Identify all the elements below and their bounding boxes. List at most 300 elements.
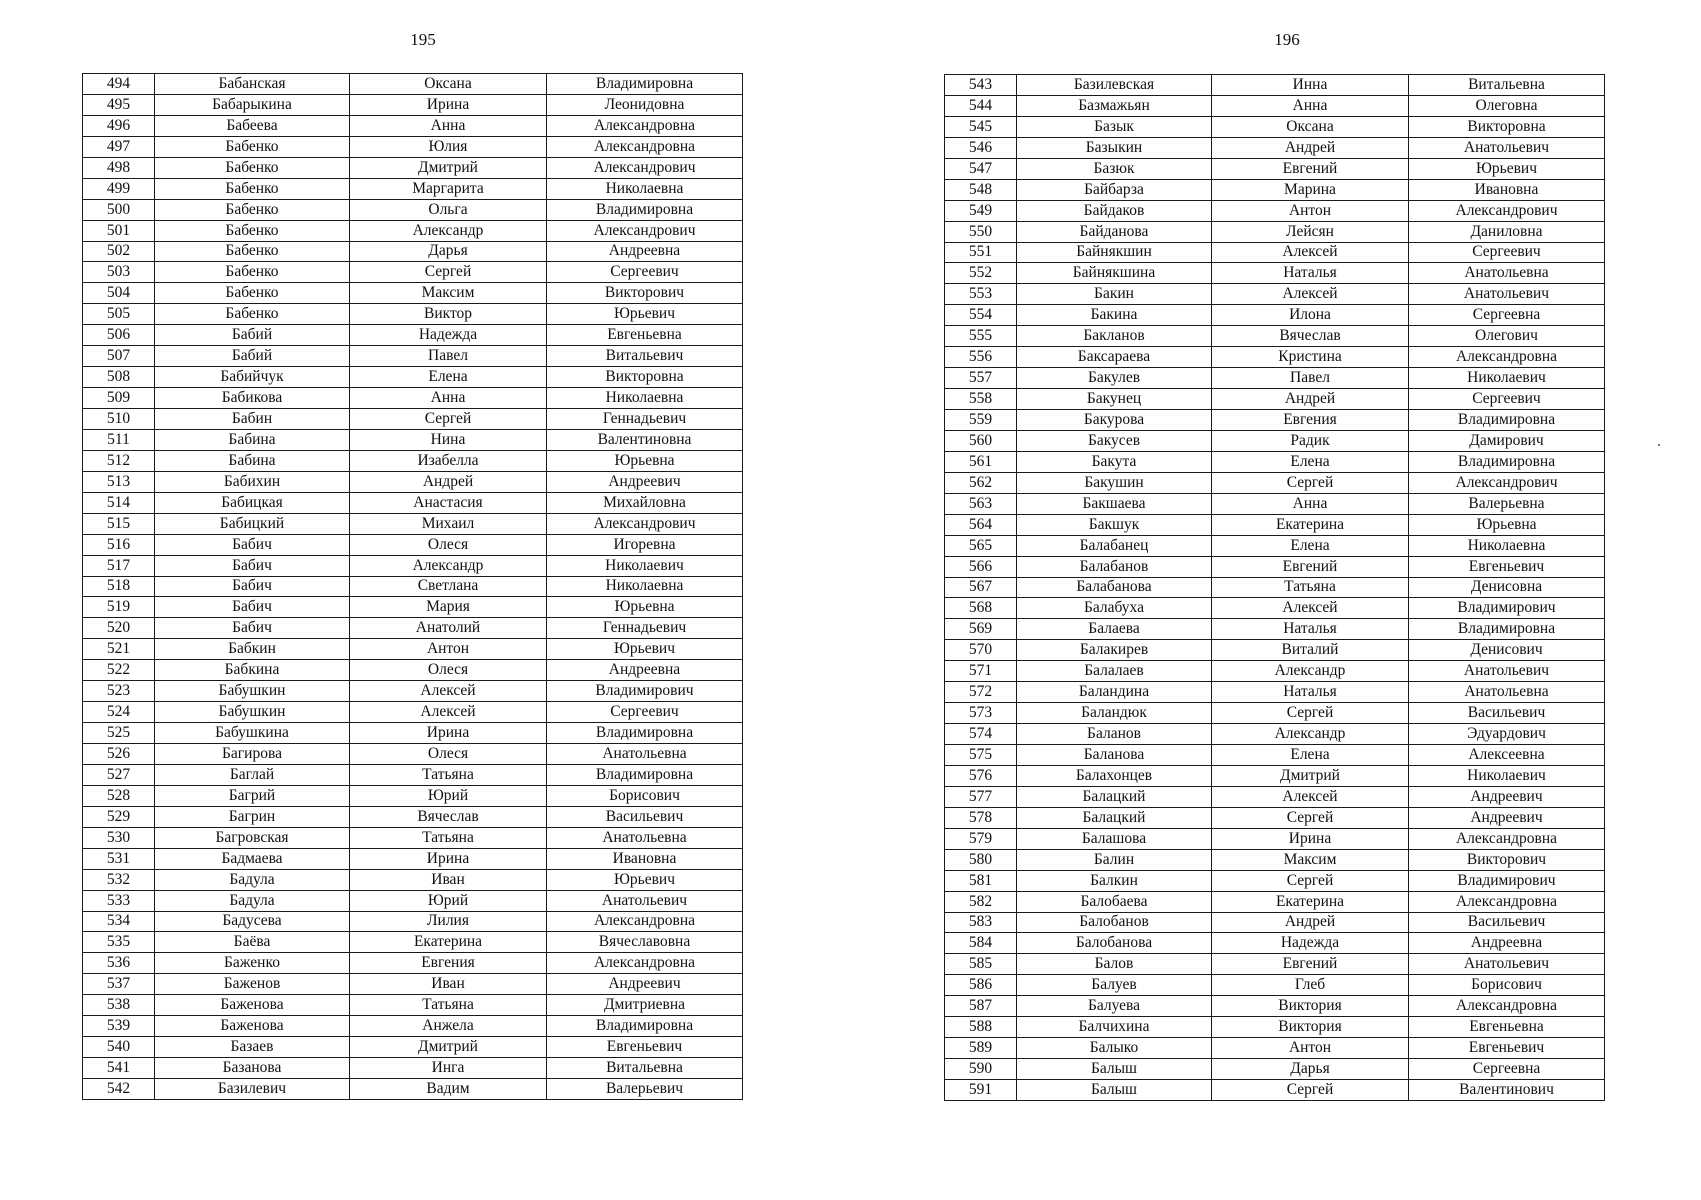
cell-patronymic: Витальевна bbox=[547, 1058, 743, 1079]
table-row bbox=[83, 304, 743, 325]
cell-surname: Баксараева bbox=[1017, 347, 1212, 368]
table-row bbox=[945, 703, 1605, 724]
cell-patronymic: Валерьевич bbox=[547, 1079, 743, 1100]
cell-given-name: Павел bbox=[350, 346, 547, 367]
cell-row-number: 531 bbox=[83, 848, 155, 869]
cell-row-number: 536 bbox=[83, 953, 155, 974]
cell-given-name: Евгения bbox=[350, 953, 547, 974]
table-row bbox=[945, 158, 1605, 179]
cell-surname: Бакшук bbox=[1017, 514, 1212, 535]
cell-row-number: 568 bbox=[945, 598, 1017, 619]
cell-row-number: 522 bbox=[83, 660, 155, 681]
cell-given-name: Виктор bbox=[350, 304, 547, 325]
table-row bbox=[83, 660, 743, 681]
cell-given-name: Вадим bbox=[350, 1079, 547, 1100]
cell-surname: Бадула bbox=[155, 890, 350, 911]
cell-row-number: 517 bbox=[83, 555, 155, 576]
table-row bbox=[945, 535, 1605, 556]
cell-surname: Бакунец bbox=[1017, 389, 1212, 410]
roster-table-right bbox=[944, 74, 1605, 1101]
cell-given-name: Радик bbox=[1212, 430, 1409, 451]
cell-row-number: 532 bbox=[83, 869, 155, 890]
cell-surname: Базюк bbox=[1017, 158, 1212, 179]
cell-row-number: 556 bbox=[945, 347, 1017, 368]
cell-patronymic: Ивановна bbox=[547, 848, 743, 869]
cell-patronymic: Анатольевич bbox=[1409, 284, 1605, 305]
cell-surname: Бакланов bbox=[1017, 326, 1212, 347]
table-row bbox=[83, 702, 743, 723]
cell-patronymic: Александровна bbox=[547, 115, 743, 136]
cell-patronymic: Александровна bbox=[1409, 347, 1605, 368]
cell-surname: Баженко bbox=[155, 953, 350, 974]
cell-given-name: Юлия bbox=[350, 136, 547, 157]
table-row bbox=[83, 723, 743, 744]
cell-patronymic: Васильевич bbox=[1409, 912, 1605, 933]
cell-row-number: 538 bbox=[83, 995, 155, 1016]
cell-given-name: Антон bbox=[1212, 200, 1409, 221]
cell-surname: Бабкин bbox=[155, 639, 350, 660]
scan-speck bbox=[1658, 444, 1660, 446]
table-row bbox=[945, 619, 1605, 640]
cell-surname: Бакулев bbox=[1017, 368, 1212, 389]
cell-patronymic: Васильевич bbox=[1409, 703, 1605, 724]
cell-row-number: 498 bbox=[83, 157, 155, 178]
cell-surname: Балашова bbox=[1017, 828, 1212, 849]
cell-given-name: Андрей bbox=[1212, 912, 1409, 933]
cell-given-name: Оксана bbox=[1212, 116, 1409, 137]
cell-patronymic: Александрович bbox=[547, 157, 743, 178]
page-number-left: 195 bbox=[410, 30, 436, 49]
cell-patronymic: Андреевич bbox=[547, 471, 743, 492]
table-row bbox=[945, 242, 1605, 263]
cell-row-number: 506 bbox=[83, 325, 155, 346]
cell-surname: Баландина bbox=[1017, 682, 1212, 703]
table-row bbox=[83, 513, 743, 534]
cell-surname: Баланова bbox=[1017, 745, 1212, 766]
table-row bbox=[945, 577, 1605, 598]
cell-given-name: Инна bbox=[1212, 75, 1409, 96]
cell-given-name: Наталья bbox=[1212, 263, 1409, 284]
cell-patronymic: Анатольевна bbox=[547, 827, 743, 848]
table-row bbox=[83, 764, 743, 785]
cell-given-name: Изабелла bbox=[350, 450, 547, 471]
cell-patronymic: Алексеевна bbox=[1409, 745, 1605, 766]
cell-surname: Балыш bbox=[1017, 1059, 1212, 1080]
cell-row-number: 557 bbox=[945, 368, 1017, 389]
cell-patronymic: Николаевич bbox=[547, 555, 743, 576]
cell-row-number: 512 bbox=[83, 450, 155, 471]
cell-row-number: 569 bbox=[945, 619, 1017, 640]
cell-surname: Бабенко bbox=[155, 283, 350, 304]
cell-patronymic: Юрьевна bbox=[547, 597, 743, 618]
table-row bbox=[945, 1059, 1605, 1080]
cell-row-number: 567 bbox=[945, 577, 1017, 598]
cell-row-number: 513 bbox=[83, 471, 155, 492]
cell-row-number: 525 bbox=[83, 723, 155, 744]
cell-given-name: Ирина bbox=[1212, 828, 1409, 849]
cell-patronymic: Валерьевна bbox=[1409, 493, 1605, 514]
cell-patronymic: Юрьевна bbox=[1409, 514, 1605, 535]
cell-patronymic: Дмитриевна bbox=[547, 995, 743, 1016]
table-row bbox=[945, 1080, 1605, 1101]
cell-given-name: Дмитрий bbox=[350, 157, 547, 178]
cell-surname: Балин bbox=[1017, 849, 1212, 870]
cell-given-name: Виктория bbox=[1212, 996, 1409, 1017]
cell-surname: Базилевич bbox=[155, 1079, 350, 1100]
cell-row-number: 518 bbox=[83, 576, 155, 597]
table-row bbox=[83, 932, 743, 953]
cell-surname: Байбарза bbox=[1017, 179, 1212, 200]
cell-patronymic: Дамирович bbox=[1409, 430, 1605, 451]
cell-row-number: 534 bbox=[83, 911, 155, 932]
cell-row-number: 575 bbox=[945, 745, 1017, 766]
table-row bbox=[945, 661, 1605, 682]
table-row bbox=[945, 326, 1605, 347]
cell-row-number: 586 bbox=[945, 975, 1017, 996]
cell-surname: Базаев bbox=[155, 1037, 350, 1058]
cell-surname: Бабицкий bbox=[155, 513, 350, 534]
cell-surname: Бакин bbox=[1017, 284, 1212, 305]
cell-row-number: 587 bbox=[945, 996, 1017, 1017]
cell-surname: Бабич bbox=[155, 618, 350, 639]
cell-row-number: 527 bbox=[83, 764, 155, 785]
cell-patronymic: Сергеевич bbox=[547, 262, 743, 283]
cell-row-number: 528 bbox=[83, 785, 155, 806]
cell-row-number: 591 bbox=[945, 1080, 1017, 1101]
table-row bbox=[83, 806, 743, 827]
cell-surname: Бабарыкина bbox=[155, 94, 350, 115]
cell-patronymic: Игоревна bbox=[547, 534, 743, 555]
table-row bbox=[83, 827, 743, 848]
table-row bbox=[83, 681, 743, 702]
cell-patronymic: Даниловна bbox=[1409, 221, 1605, 242]
cell-given-name: Нина bbox=[350, 429, 547, 450]
cell-row-number: 577 bbox=[945, 786, 1017, 807]
cell-given-name: Евгения bbox=[1212, 410, 1409, 431]
cell-surname: Баглай bbox=[155, 764, 350, 785]
table-row bbox=[83, 94, 743, 115]
table-row bbox=[945, 116, 1605, 137]
cell-patronymic: Владимирович bbox=[1409, 598, 1605, 619]
table-row bbox=[945, 1038, 1605, 1059]
cell-row-number: 501 bbox=[83, 220, 155, 241]
cell-surname: Бабич bbox=[155, 576, 350, 597]
cell-given-name: Екатерина bbox=[350, 932, 547, 953]
cell-patronymic: Юрьевич bbox=[547, 869, 743, 890]
table-row bbox=[83, 492, 743, 513]
cell-patronymic: Владимировна bbox=[547, 74, 743, 95]
cell-surname: Базмажьян bbox=[1017, 95, 1212, 116]
cell-row-number: 588 bbox=[945, 1017, 1017, 1038]
cell-row-number: 572 bbox=[945, 682, 1017, 703]
cell-row-number: 502 bbox=[83, 241, 155, 262]
cell-given-name: Мария bbox=[350, 597, 547, 618]
table-row bbox=[945, 347, 1605, 368]
cell-given-name: Сергей bbox=[1212, 807, 1409, 828]
table-row bbox=[945, 1017, 1605, 1038]
cell-given-name: Максим bbox=[350, 283, 547, 304]
cell-row-number: 529 bbox=[83, 806, 155, 827]
cell-given-name: Александр bbox=[1212, 724, 1409, 745]
cell-row-number: 580 bbox=[945, 849, 1017, 870]
cell-surname: Бабихин bbox=[155, 471, 350, 492]
cell-surname: Бабанская bbox=[155, 74, 350, 95]
cell-surname: Бакина bbox=[1017, 305, 1212, 326]
cell-surname: Бабушкин bbox=[155, 681, 350, 702]
table-row bbox=[83, 597, 743, 618]
table-row bbox=[945, 912, 1605, 933]
cell-row-number: 540 bbox=[83, 1037, 155, 1058]
table-row bbox=[945, 430, 1605, 451]
cell-row-number: 551 bbox=[945, 242, 1017, 263]
cell-patronymic: Андреевна bbox=[547, 660, 743, 681]
cell-given-name: Надежда bbox=[1212, 933, 1409, 954]
cell-patronymic: Валентинович bbox=[1409, 1080, 1605, 1101]
table-row bbox=[83, 450, 743, 471]
cell-row-number: 579 bbox=[945, 828, 1017, 849]
cell-patronymic: Юрьевич bbox=[547, 639, 743, 660]
cell-row-number: 582 bbox=[945, 891, 1017, 912]
table-row bbox=[83, 639, 743, 660]
cell-surname: Байнякшина bbox=[1017, 263, 1212, 284]
table-row bbox=[945, 221, 1605, 242]
cell-patronymic: Юрьевна bbox=[547, 450, 743, 471]
table-row bbox=[83, 890, 743, 911]
cell-surname: Балуев bbox=[1017, 975, 1212, 996]
cell-given-name: Вячеслав bbox=[350, 806, 547, 827]
cell-patronymic: Александровна bbox=[547, 953, 743, 974]
cell-patronymic: Владимировна bbox=[547, 199, 743, 220]
cell-patronymic: Вячеславовна bbox=[547, 932, 743, 953]
table-row bbox=[945, 786, 1605, 807]
cell-given-name: Сергей bbox=[1212, 1080, 1409, 1101]
cell-patronymic: Владимировна bbox=[547, 723, 743, 744]
table-row bbox=[83, 953, 743, 974]
cell-row-number: 549 bbox=[945, 200, 1017, 221]
cell-patronymic: Анатольевич bbox=[1409, 137, 1605, 158]
cell-surname: Бабина bbox=[155, 450, 350, 471]
cell-patronymic: Анатольевич bbox=[547, 890, 743, 911]
cell-surname: Бабенко bbox=[155, 262, 350, 283]
cell-surname: Байнякшин bbox=[1017, 242, 1212, 263]
table-row bbox=[945, 137, 1605, 158]
cell-given-name: Сергей bbox=[350, 409, 547, 430]
cell-given-name: Евгений bbox=[1212, 556, 1409, 577]
cell-row-number: 589 bbox=[945, 1038, 1017, 1059]
cell-given-name: Елена bbox=[1212, 535, 1409, 556]
cell-surname: Балабанов bbox=[1017, 556, 1212, 577]
cell-row-number: 511 bbox=[83, 429, 155, 450]
cell-given-name: Наталья bbox=[1212, 682, 1409, 703]
cell-given-name: Евгений bbox=[1212, 954, 1409, 975]
cell-given-name: Сергей bbox=[350, 262, 547, 283]
cell-surname: Базанова bbox=[155, 1058, 350, 1079]
table-row bbox=[945, 870, 1605, 891]
cell-surname: Балобаева bbox=[1017, 891, 1212, 912]
cell-given-name: Анжела bbox=[350, 1016, 547, 1037]
cell-surname: Балыко bbox=[1017, 1038, 1212, 1059]
cell-surname: Бабенко bbox=[155, 304, 350, 325]
cell-row-number: 516 bbox=[83, 534, 155, 555]
cell-given-name: Сергей bbox=[1212, 870, 1409, 891]
cell-surname: Балахонцев bbox=[1017, 765, 1212, 786]
table-row bbox=[945, 933, 1605, 954]
cell-surname: Бабицкая bbox=[155, 492, 350, 513]
cell-given-name: Павел bbox=[1212, 368, 1409, 389]
cell-patronymic: Николаевна bbox=[547, 178, 743, 199]
cell-given-name: Алексей bbox=[1212, 598, 1409, 619]
cell-row-number: 524 bbox=[83, 702, 155, 723]
cell-patronymic: Геннадьевич bbox=[547, 618, 743, 639]
cell-row-number: 561 bbox=[945, 451, 1017, 472]
cell-surname: Базыкин bbox=[1017, 137, 1212, 158]
table-row bbox=[83, 367, 743, 388]
cell-patronymic: Андреевна bbox=[547, 241, 743, 262]
cell-patronymic: Андреевич bbox=[1409, 807, 1605, 828]
cell-patronymic: Николаевна bbox=[547, 576, 743, 597]
cell-surname: Баженова bbox=[155, 995, 350, 1016]
cell-row-number: 564 bbox=[945, 514, 1017, 535]
cell-given-name: Юрий bbox=[350, 785, 547, 806]
cell-surname: Байдаков bbox=[1017, 200, 1212, 221]
cell-given-name: Сергей bbox=[1212, 472, 1409, 493]
cell-given-name: Наталья bbox=[1212, 619, 1409, 640]
cell-row-number: 554 bbox=[945, 305, 1017, 326]
table-row bbox=[83, 157, 743, 178]
table-row bbox=[83, 178, 743, 199]
cell-given-name: Александр bbox=[350, 220, 547, 241]
cell-patronymic: Борисович bbox=[547, 785, 743, 806]
cell-surname: Балацкий bbox=[1017, 807, 1212, 828]
cell-given-name: Олеся bbox=[350, 660, 547, 681]
table-row bbox=[945, 200, 1605, 221]
cell-row-number: 519 bbox=[83, 597, 155, 618]
cell-surname: Бабикова bbox=[155, 388, 350, 409]
cell-given-name: Алексей bbox=[1212, 284, 1409, 305]
cell-row-number: 530 bbox=[83, 827, 155, 848]
cell-given-name: Екатерина bbox=[1212, 891, 1409, 912]
table-row bbox=[945, 682, 1605, 703]
cell-row-number: 539 bbox=[83, 1016, 155, 1037]
table-row bbox=[945, 493, 1605, 514]
cell-row-number: 585 bbox=[945, 954, 1017, 975]
cell-given-name: Анна bbox=[350, 388, 547, 409]
cell-given-name: Иван bbox=[350, 869, 547, 890]
cell-patronymic: Евгеньевич bbox=[547, 1037, 743, 1058]
cell-surname: Бабенко bbox=[155, 178, 350, 199]
cell-given-name: Анатолий bbox=[350, 618, 547, 639]
cell-given-name: Ирина bbox=[350, 723, 547, 744]
table-row bbox=[83, 1058, 743, 1079]
roster-body-right bbox=[945, 75, 1605, 1101]
cell-given-name: Лилия bbox=[350, 911, 547, 932]
cell-row-number: 542 bbox=[83, 1079, 155, 1100]
cell-surname: Базилевская bbox=[1017, 75, 1212, 96]
cell-row-number: 583 bbox=[945, 912, 1017, 933]
cell-given-name: Ольга bbox=[350, 199, 547, 220]
cell-patronymic: Владимирович bbox=[1409, 870, 1605, 891]
cell-given-name: Дмитрий bbox=[1212, 765, 1409, 786]
cell-patronymic: Евгеньевна bbox=[547, 325, 743, 346]
cell-given-name: Елена bbox=[1212, 745, 1409, 766]
cell-surname: Балчихина bbox=[1017, 1017, 1212, 1038]
table-row bbox=[945, 95, 1605, 116]
table-row bbox=[945, 451, 1605, 472]
table-row bbox=[83, 388, 743, 409]
cell-surname: Балаева bbox=[1017, 619, 1212, 640]
table-row bbox=[83, 576, 743, 597]
cell-surname: Бакушин bbox=[1017, 472, 1212, 493]
cell-row-number: 504 bbox=[83, 283, 155, 304]
cell-row-number: 537 bbox=[83, 974, 155, 995]
cell-given-name: Виктория bbox=[1212, 1017, 1409, 1038]
table-row bbox=[83, 1079, 743, 1100]
cell-row-number: 545 bbox=[945, 116, 1017, 137]
table-row bbox=[945, 284, 1605, 305]
cell-patronymic: Борисович bbox=[1409, 975, 1605, 996]
cell-patronymic: Анатольевич bbox=[1409, 954, 1605, 975]
cell-surname: Бабенко bbox=[155, 241, 350, 262]
cell-given-name: Сергей bbox=[1212, 703, 1409, 724]
cell-patronymic: Александровна bbox=[547, 136, 743, 157]
cell-row-number: 521 bbox=[83, 639, 155, 660]
cell-row-number: 553 bbox=[945, 284, 1017, 305]
table-row bbox=[83, 136, 743, 157]
cell-given-name: Екатерина bbox=[1212, 514, 1409, 535]
cell-surname: Бабенко bbox=[155, 199, 350, 220]
cell-surname: Бабина bbox=[155, 429, 350, 450]
cell-given-name: Юрий bbox=[350, 890, 547, 911]
table-row bbox=[83, 262, 743, 283]
cell-given-name: Елена bbox=[350, 367, 547, 388]
cell-patronymic: Витальевич bbox=[547, 346, 743, 367]
table-row bbox=[945, 975, 1605, 996]
table-row bbox=[945, 640, 1605, 661]
cell-given-name: Татьяна bbox=[350, 827, 547, 848]
cell-patronymic: Сергеевич bbox=[1409, 242, 1605, 263]
cell-row-number: 509 bbox=[83, 388, 155, 409]
cell-given-name: Алексей bbox=[1212, 786, 1409, 807]
cell-patronymic: Олегович bbox=[1409, 326, 1605, 347]
cell-patronymic: Александрович bbox=[1409, 200, 1605, 221]
table-row bbox=[945, 724, 1605, 745]
cell-surname: Балкин bbox=[1017, 870, 1212, 891]
cell-patronymic: Владимировна bbox=[547, 764, 743, 785]
cell-row-number: 496 bbox=[83, 115, 155, 136]
cell-row-number: 559 bbox=[945, 410, 1017, 431]
cell-surname: Балалаев bbox=[1017, 661, 1212, 682]
page-number-right: 196 bbox=[1274, 30, 1300, 49]
cell-patronymic: Леонидовна bbox=[547, 94, 743, 115]
cell-row-number: 544 bbox=[945, 95, 1017, 116]
cell-given-name: Олеся bbox=[350, 744, 547, 765]
cell-patronymic: Денисовна bbox=[1409, 577, 1605, 598]
cell-row-number: 503 bbox=[83, 262, 155, 283]
table-row bbox=[945, 389, 1605, 410]
cell-patronymic: Сергеевич bbox=[547, 702, 743, 723]
cell-row-number: 562 bbox=[945, 472, 1017, 493]
cell-surname: Бабич bbox=[155, 555, 350, 576]
table-row bbox=[83, 241, 743, 262]
table-row bbox=[945, 849, 1605, 870]
cell-given-name: Лейсян bbox=[1212, 221, 1409, 242]
cell-surname: Баженов bbox=[155, 974, 350, 995]
cell-surname: Баланов bbox=[1017, 724, 1212, 745]
cell-given-name: Глеб bbox=[1212, 975, 1409, 996]
cell-row-number: 535 bbox=[83, 932, 155, 953]
cell-surname: Бакшаева bbox=[1017, 493, 1212, 514]
cell-patronymic: Александрович bbox=[547, 513, 743, 534]
